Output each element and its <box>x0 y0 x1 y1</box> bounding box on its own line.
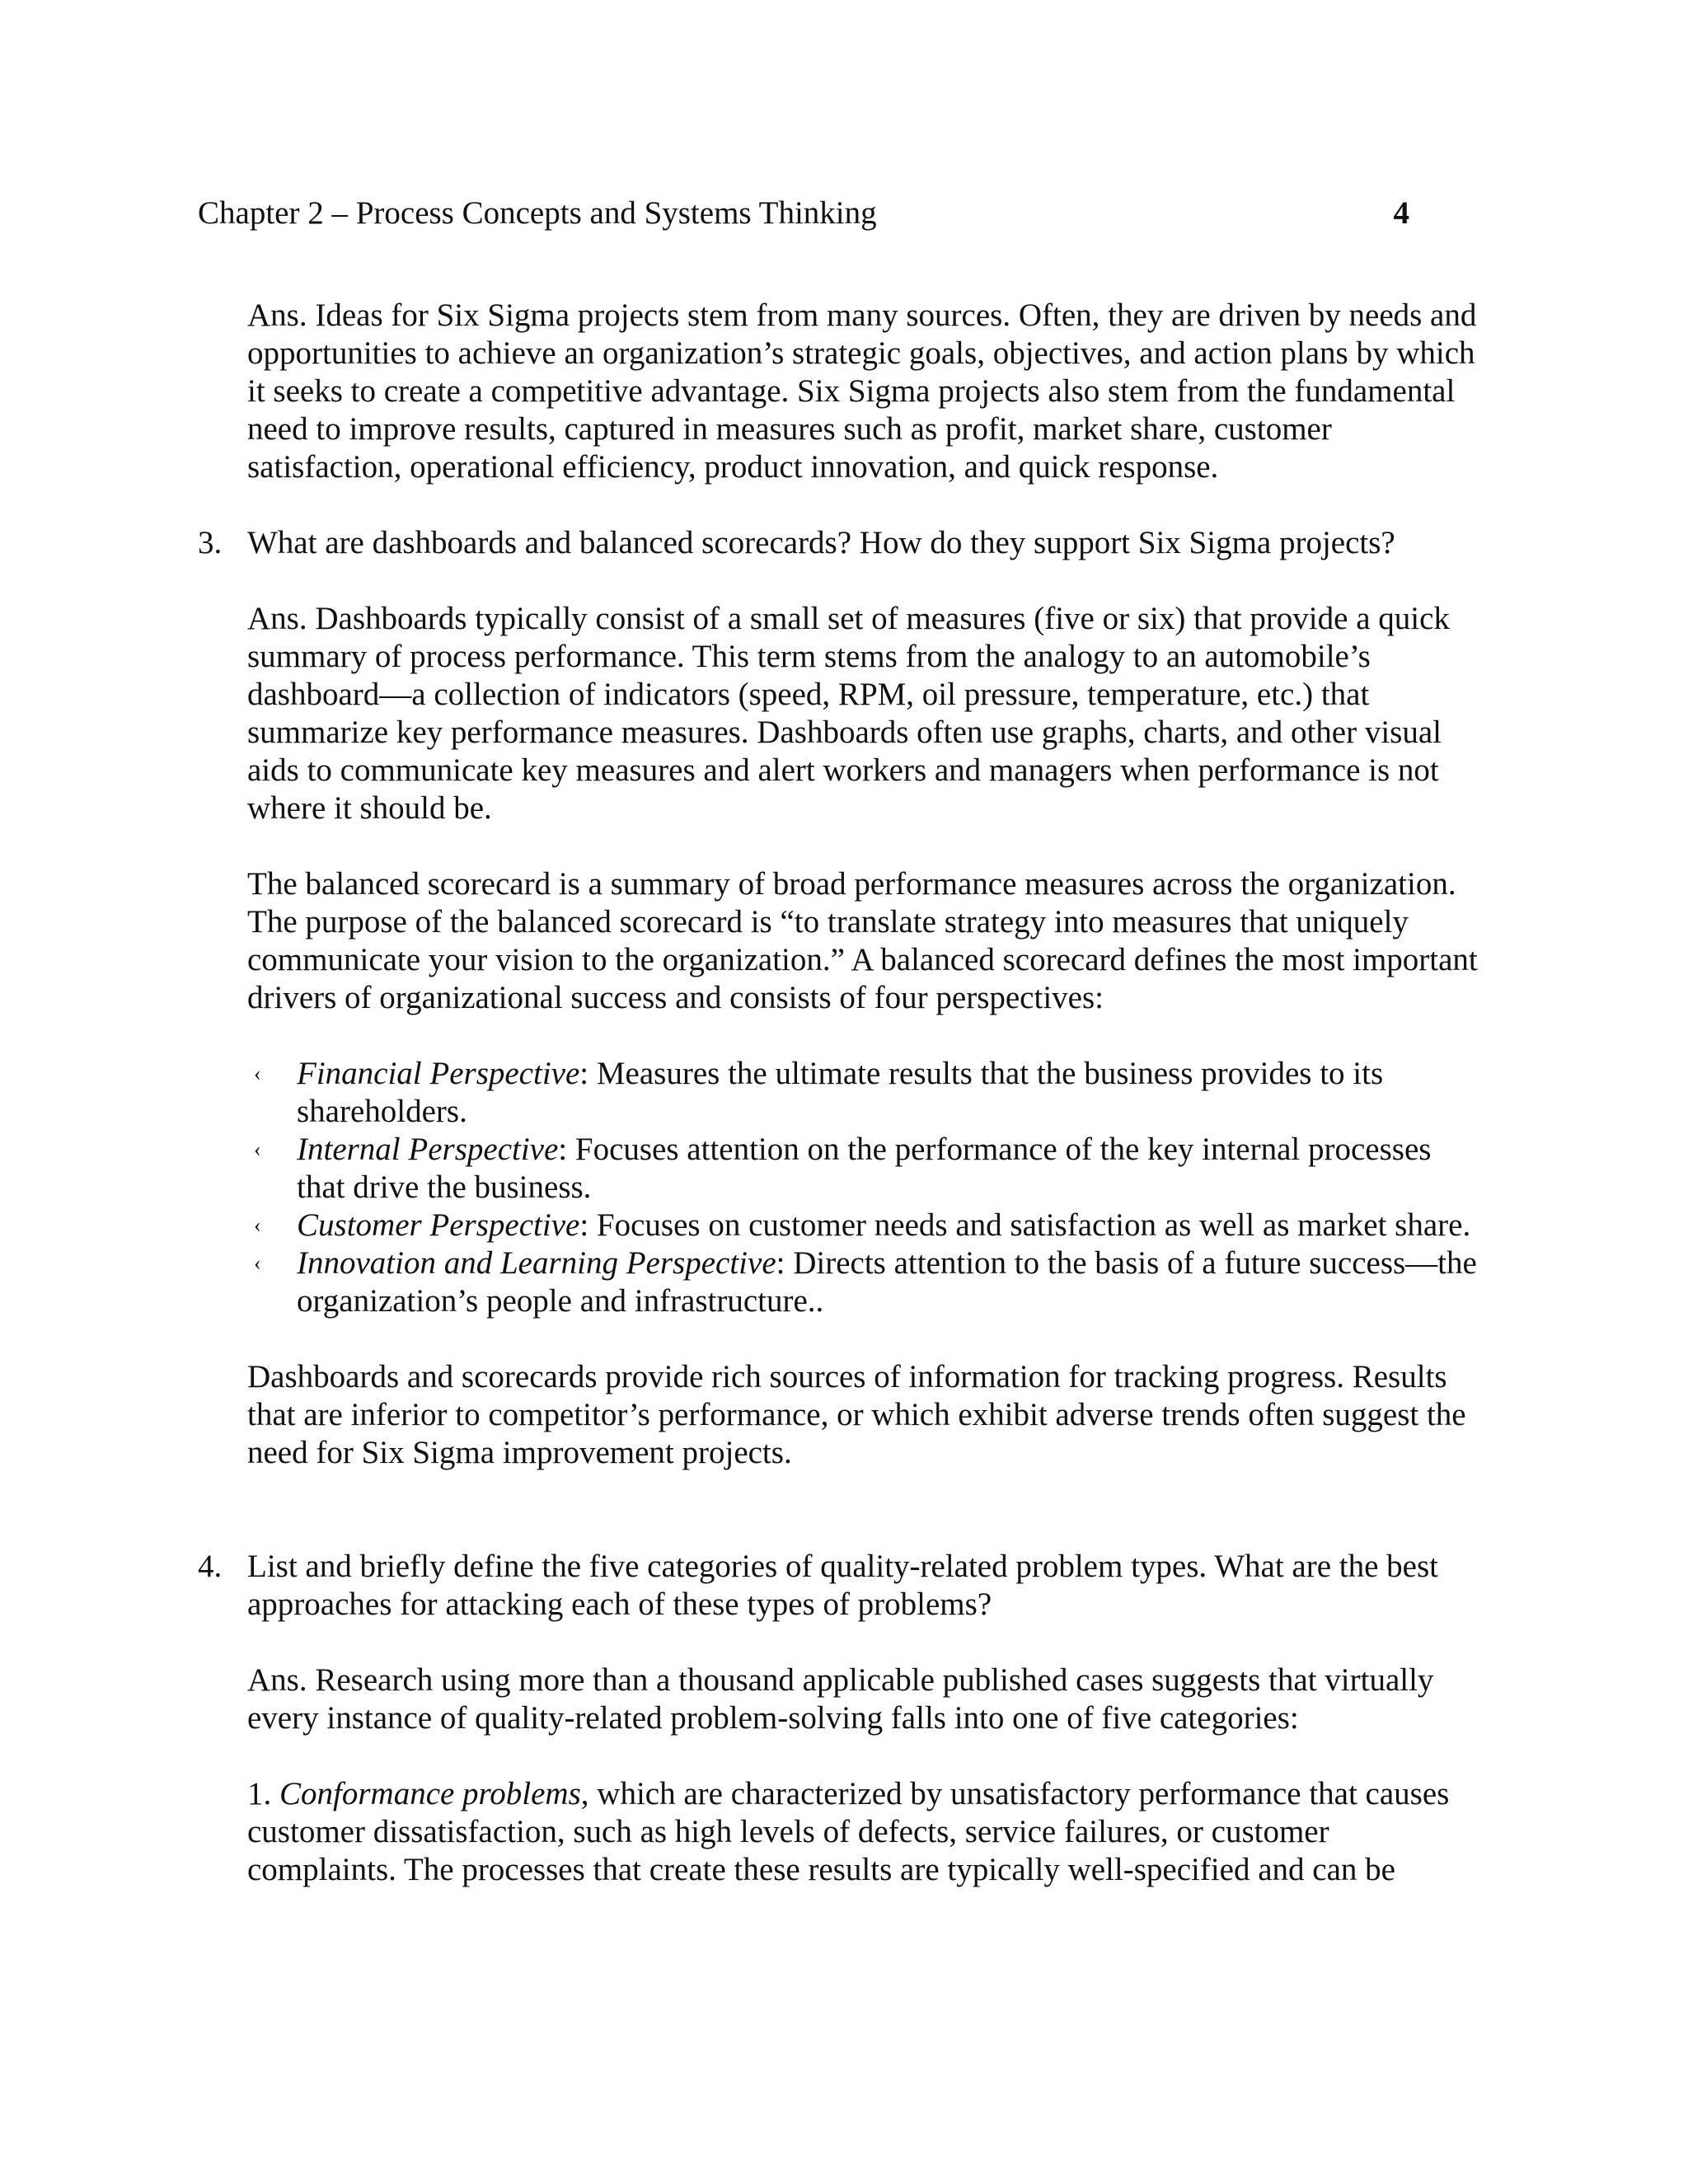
spacer <box>198 1737 1484 1775</box>
page-header <box>198 194 1409 232</box>
perspective-term: Innovation and Learning Perspective <box>297 1245 776 1281</box>
item-number: 1. <box>247 1776 279 1811</box>
q4-answer-intro: Ans. Research using more than a thousand applicable published cases suggests that virtually every instance of quality-related problem-solving falls into one of five categories: <box>247 1662 1434 1736</box>
bullet-icon: ‹ <box>254 1251 261 1275</box>
spacer <box>198 1624 1484 1661</box>
perspective-text: : Focuses attention on the performance of the key internal processes that drive the business. <box>297 1132 1432 1205</box>
bullet-icon: ‹ <box>254 1213 261 1237</box>
page-number: 4 <box>1393 195 1409 231</box>
list-item <box>254 1207 1484 1244</box>
spacer <box>198 1510 1484 1548</box>
question-4 <box>198 1548 1484 1624</box>
spacer <box>198 562 1484 600</box>
perspective-term: Internal Perspective <box>297 1132 559 1167</box>
question-3-number: 3. <box>198 525 223 560</box>
document-body <box>198 297 1484 1889</box>
spacer <box>198 1320 1484 1358</box>
question-4-text: List and briefly define the five categories of quality-related problem types. What are the best approaches for attacking each of these types of problems? <box>247 1549 1438 1622</box>
perspectives-list <box>198 1055 1484 1320</box>
bullet-icon: ‹ <box>254 1137 261 1161</box>
intro-answer: Ans. Ideas for Six Sigma projects stem from many sources. Often, they are driven by needs and opportunities to achieve an organization’s strategic goals, objectives, and action plans by which it seeks to create a competitive advantage. Six Sigma projects also stem from the fundamental need to improve results, captured in measures such as profit, market share, customer satisfaction, operational efficiency, product innovation, and quick response. <box>247 298 1477 485</box>
spacer <box>198 486 1484 524</box>
chapter-title: Chapter 2 – Process Concepts and Systems Thinking <box>198 195 877 231</box>
question-3 <box>198 524 1484 562</box>
q3-answer-scorecard: The balanced scorecard is a summary of broad performance measures across the organization. The purpose of the balanced scorecard is “to translate strategy into measures that uniquely communicate your vision to the organization.” A balanced scorecard defines the most important drivers of organizational success and consists of four perspectives: <box>247 866 1478 1015</box>
spacer <box>198 1017 1484 1055</box>
list-item <box>254 1055 1484 1131</box>
perspective-text: : Measures the ultimate results that the business provides to its shareholders. <box>297 1056 1384 1129</box>
list-item <box>254 1131 1484 1207</box>
spacer <box>198 1472 1484 1510</box>
item-text: , which are characterized by unsatisfactory performance that causes customer dissatisfaction, such as high levels of defects, service failures, or customer complaints. The processes that create these results are typically well-specified and can be <box>247 1776 1450 1887</box>
item-term: Conformance problems <box>279 1776 581 1811</box>
q4-item-1 <box>198 1775 1484 1889</box>
bullet-icon: ‹ <box>254 1062 261 1085</box>
perspective-term: Financial Perspective <box>297 1056 580 1091</box>
question-4-number: 4. <box>198 1549 223 1584</box>
q3-answer-conclusion: Dashboards and scorecards provide rich sources of information for tracking progress. Results that are inferior to competitor’s performance, or which exhibit adverse trends often suggest the need for Six Sigma improvement projects. <box>247 1359 1466 1470</box>
perspective-term: Customer Perspective <box>297 1207 580 1243</box>
q3-answer-dashboards: Ans. Dashboards typically consist of a small set of measures (five or six) that provide a quick summary of process performance. This term stems from the analogy to an automobile’s dashboard—a collection of indicators (speed, RPM, oil pressure, temperature, etc.) that summarize key performance measures. Dashboards often use graphs, charts, and other visual aids to communicate key measures and alert workers and managers when performance is not where it should be. <box>247 601 1450 826</box>
list-item <box>254 1244 1484 1320</box>
spacer <box>198 827 1484 865</box>
perspective-text: : Directs attention to the basis of a future success—the organization’s people and infrastructure.. <box>297 1245 1477 1319</box>
question-3-text: What are dashboards and balanced scorecards? How do they support Six Sigma projects? <box>247 525 1395 560</box>
perspective-text: : Focuses on customer needs and satisfaction as well as market share. <box>579 1207 1471 1243</box>
